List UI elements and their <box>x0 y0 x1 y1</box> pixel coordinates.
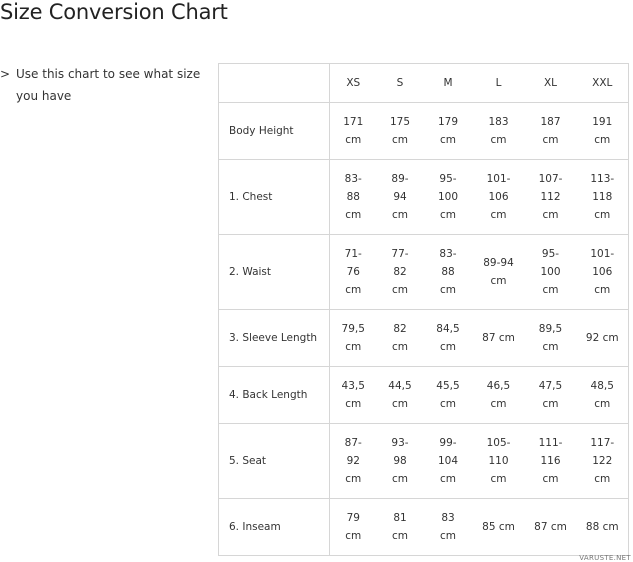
cell-line: cm <box>345 398 362 410</box>
intro-note <box>0 63 210 107</box>
size-cell-l <box>473 160 525 235</box>
size-cell-value <box>482 434 516 488</box>
header-corner-cell <box>219 64 330 103</box>
size-cell-value <box>431 377 465 413</box>
size-cell-value <box>431 170 465 224</box>
cell-line: 104 <box>437 455 459 467</box>
cell-line: cm <box>391 134 408 146</box>
size-cell-value <box>431 113 465 149</box>
cell-line: 79 <box>346 512 360 524</box>
cell-line: 92 <box>346 455 360 467</box>
measurement-label: 3. Sleeve Length <box>219 310 330 367</box>
size-cell-value <box>336 509 370 545</box>
table-row <box>219 235 629 310</box>
size-cell-value <box>482 113 516 149</box>
cell-line: 117- <box>590 437 615 449</box>
cell-line: 89- <box>391 173 409 185</box>
size-cell-value <box>476 254 522 290</box>
size-cell-value <box>534 320 568 356</box>
cell-line: 113- <box>590 173 615 185</box>
size-header-xl: XL <box>525 64 577 103</box>
cell-line: 100 <box>437 191 459 203</box>
size-cell-xl <box>525 499 577 556</box>
cell-line: 45,5 <box>436 380 460 392</box>
cell-line: 44,5 <box>388 380 412 392</box>
cell-line: 100 <box>540 266 561 278</box>
cell-line: 95- <box>541 248 560 260</box>
size-cell-l <box>473 424 525 499</box>
cell-line: 83 <box>441 512 455 524</box>
size-cell-xxl <box>577 499 629 556</box>
size-header-l: L <box>473 64 525 103</box>
cell-line: cm <box>345 134 362 146</box>
cell-line: 107- <box>538 173 563 185</box>
cell-line: 112 <box>540 191 561 203</box>
cell-line: cm <box>542 473 559 485</box>
cell-line: cm <box>542 341 559 353</box>
table-row <box>219 160 629 235</box>
size-cell-l <box>473 499 525 556</box>
size-cell-m <box>424 367 473 424</box>
size-cell-value <box>534 377 568 413</box>
cell-line: 43,5 <box>341 380 365 392</box>
size-cell-xs <box>330 235 377 310</box>
size-cell-xxl <box>577 310 629 367</box>
size-conversion-table <box>218 63 629 556</box>
cell-line: cm <box>345 530 362 542</box>
watermark: VARUSTE.NET <box>579 554 631 562</box>
cell-line: cm <box>542 398 559 410</box>
size-cell-xs <box>330 310 377 367</box>
size-cell-value <box>336 434 370 488</box>
cell-line: 93- <box>391 437 409 449</box>
size-cell-xs <box>330 499 377 556</box>
cell-line: cm <box>490 473 507 485</box>
cell-line: cm <box>542 209 559 221</box>
size-cell-value <box>585 434 619 488</box>
cell-line: 81 <box>393 512 407 524</box>
size-cell-s <box>377 310 424 367</box>
size-cell-xxl <box>577 160 629 235</box>
table-row <box>219 367 629 424</box>
cell-line: 111- <box>538 437 563 449</box>
size-cell-xxl <box>577 424 629 499</box>
size-cell-s <box>377 424 424 499</box>
size-cell-m <box>424 160 473 235</box>
page-title: Size Conversion Chart <box>0 0 228 24</box>
size-cell-l <box>473 310 525 367</box>
size-cell-m <box>424 499 473 556</box>
cell-line: 187 <box>540 116 561 128</box>
cell-line: cm <box>594 134 611 146</box>
size-cell-xl <box>525 424 577 499</box>
size-cell-value <box>336 245 370 299</box>
measurement-label: 1. Chest <box>219 160 330 235</box>
size-cell-s <box>377 235 424 310</box>
size-cell-value <box>383 170 417 224</box>
size-cell-value <box>534 434 568 488</box>
cell-line: 82 <box>393 323 407 335</box>
cell-line: 87- <box>344 437 362 449</box>
size-cell-xl <box>525 367 577 424</box>
cell-line: 171 <box>343 116 364 128</box>
cell-line: 99- <box>439 437 457 449</box>
cell-line: cm <box>391 473 408 485</box>
size-cell-value <box>336 170 370 224</box>
cell-line: cm <box>594 398 611 410</box>
measurement-label: 4. Back Length <box>219 367 330 424</box>
size-cell-xxl <box>577 235 629 310</box>
size-cell-value <box>336 320 370 356</box>
cell-line: 95- <box>439 173 457 185</box>
size-cell-xl <box>525 235 577 310</box>
cell-line: cm <box>542 284 559 296</box>
cell-line: 83- <box>439 248 457 260</box>
cell-line: 116 <box>540 455 561 467</box>
cell-line: 71- <box>344 248 362 260</box>
size-cell-s <box>377 160 424 235</box>
cell-line: cm <box>439 134 456 146</box>
size-cell-m <box>424 103 473 160</box>
cell-line: 85 cm <box>482 521 515 533</box>
cell-line: 179 <box>437 116 459 128</box>
size-cell-value <box>383 245 417 299</box>
size-cell-value <box>585 170 619 224</box>
cell-line: 101- <box>486 173 511 185</box>
cell-line: 106 <box>488 191 509 203</box>
size-cell-l <box>473 367 525 424</box>
measurement-label: 6. Inseam <box>219 499 330 556</box>
cell-line: cm <box>490 134 507 146</box>
size-cell-s <box>377 103 424 160</box>
cell-line: cm <box>594 473 611 485</box>
cell-line: 175 <box>389 116 411 128</box>
cell-line: 79,5 <box>341 323 365 335</box>
size-cell-value <box>585 113 619 149</box>
cell-line: 98 <box>393 455 407 467</box>
cell-line: 88 <box>441 266 455 278</box>
cell-line: cm <box>490 209 507 221</box>
cell-line: cm <box>594 284 611 296</box>
measurement-label: Body Height <box>219 103 330 160</box>
table-row <box>219 499 629 556</box>
size-cell-m <box>424 310 473 367</box>
cell-line: 47,5 <box>538 380 563 392</box>
size-cell-value <box>534 170 568 224</box>
cell-line: cm <box>391 209 408 221</box>
cell-line: 76 <box>346 266 360 278</box>
size-cell-xl <box>525 160 577 235</box>
size-cell-xs <box>330 424 377 499</box>
cell-line: 88 <box>346 191 360 203</box>
size-cell-xl <box>525 103 577 160</box>
cell-line: 77- <box>391 248 409 260</box>
table-row <box>219 424 629 499</box>
cell-line: cm <box>439 209 456 221</box>
size-cell-value <box>585 377 619 413</box>
size-cell-value <box>482 170 516 224</box>
size-cell-value <box>431 245 465 299</box>
size-cell-xs <box>330 103 377 160</box>
cell-line: 191 <box>592 116 613 128</box>
cell-line: 105- <box>486 437 511 449</box>
size-cell-value <box>383 320 417 356</box>
size-cell-value <box>482 377 516 413</box>
cell-line: 89-94 <box>483 257 514 269</box>
cell-line: cm <box>391 284 408 296</box>
size-cell-value <box>476 518 522 536</box>
measurement-label: 5. Seat <box>219 424 330 499</box>
cell-line: 118 <box>592 191 613 203</box>
size-cell-value <box>585 245 619 299</box>
size-cell-value <box>431 320 465 356</box>
cell-line: cm <box>490 398 507 410</box>
cell-line: 88 cm <box>585 521 619 533</box>
size-cell-value <box>383 434 417 488</box>
cell-line: 122 <box>592 455 613 467</box>
cell-line: 94 <box>393 191 407 203</box>
cell-line: 92 cm <box>585 332 619 344</box>
cell-line: cm <box>345 341 362 353</box>
size-cell-m <box>424 235 473 310</box>
cell-line: cm <box>391 530 408 542</box>
size-header-xs: XS <box>330 64 377 103</box>
cell-line: cm <box>542 134 559 146</box>
size-cell-xs <box>330 367 377 424</box>
size-cell-value <box>579 518 625 536</box>
size-cell-value <box>383 509 417 545</box>
cell-line: cm <box>439 473 456 485</box>
cell-line: cm <box>439 398 456 410</box>
cell-line: 82 <box>393 266 407 278</box>
cell-line: 183 <box>488 116 509 128</box>
size-cell-xl <box>525 310 577 367</box>
cell-line: cm <box>391 398 408 410</box>
chevron-right-icon: > <box>0 67 11 81</box>
measurement-label: 2. Waist <box>219 235 330 310</box>
size-cell-value <box>431 434 465 488</box>
cell-line: 48,5 <box>590 380 614 392</box>
cell-line: cm <box>391 341 408 353</box>
cell-line: cm <box>345 284 362 296</box>
cell-line: 87 cm <box>534 521 567 533</box>
size-cell-value <box>431 509 465 545</box>
size-cell-value <box>534 113 568 149</box>
cell-line: 89,5 <box>538 323 563 335</box>
cell-line: 110 <box>488 455 509 467</box>
size-cell-value <box>336 377 370 413</box>
cell-line: cm <box>594 209 611 221</box>
size-cell-xxl <box>577 103 629 160</box>
size-cell-value <box>579 329 625 347</box>
cell-line: cm <box>439 530 456 542</box>
table-row <box>219 103 629 160</box>
size-header-xxl: XXL <box>577 64 629 103</box>
size-cell-s <box>377 499 424 556</box>
size-cell-value <box>534 245 568 299</box>
size-cell-l <box>473 103 525 160</box>
cell-line: 46,5 <box>486 380 511 392</box>
intro-text: Use this chart to see what size you have <box>16 67 201 103</box>
cell-line: 106 <box>592 266 613 278</box>
cell-line: cm <box>439 341 456 353</box>
size-header-m: M <box>424 64 473 103</box>
size-cell-value <box>476 329 522 347</box>
size-header-s: S <box>377 64 424 103</box>
size-cell-value <box>383 377 417 413</box>
size-cell-xxl <box>577 367 629 424</box>
cell-line: 87 cm <box>482 332 515 344</box>
size-cell-xs <box>330 160 377 235</box>
cell-line: cm <box>345 473 362 485</box>
table-row <box>219 310 629 367</box>
size-cell-s <box>377 367 424 424</box>
size-cell-value <box>383 113 417 149</box>
size-cell-value <box>528 518 574 536</box>
cell-line: cm <box>345 209 362 221</box>
size-cell-value <box>336 113 370 149</box>
cell-line: 84,5 <box>436 323 460 335</box>
cell-line: cm <box>439 284 456 296</box>
cell-line: 101- <box>590 248 615 260</box>
cell-line: 83- <box>344 173 362 185</box>
size-cell-m <box>424 424 473 499</box>
cell-line: cm <box>490 275 507 287</box>
size-header-row <box>219 64 629 103</box>
size-cell-l <box>473 235 525 310</box>
